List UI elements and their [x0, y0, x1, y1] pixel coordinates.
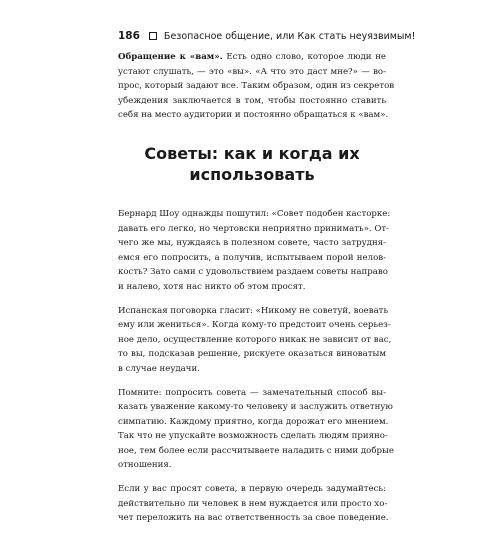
- page-number: 186: [118, 30, 140, 42]
- text-line: отношения.: [118, 460, 172, 471]
- text-line: Бернард Шоу однажды пошутил: «Совет подобен касторке:: [118, 208, 391, 219]
- text-line: в случае неудачи.: [118, 363, 200, 374]
- paragraph: [118, 386, 394, 474]
- text-line: кость? Зато сами с удовольствием раздаем советы направо: [118, 267, 388, 278]
- text-line: давать его легко, но чертовски неприятно принимать». От-: [118, 223, 390, 234]
- text-line: Так что не упускайте возможность сделать людям прияно-: [118, 431, 388, 442]
- text-line: ему или жениться». Когда кому-то предстоит очень серьез-: [118, 320, 391, 331]
- lead-in: Обращение к «вам».: [118, 52, 223, 62]
- text-line: симпатию. Каждому приятно, когда дорожат его мнением.: [118, 416, 389, 427]
- text-line: убеждения заключается в том, чтобы постоянно ставить: [118, 95, 386, 106]
- text-line: и налево, хотя нас никто об этом просят.: [118, 281, 306, 292]
- checkbox-square-icon: [149, 32, 157, 40]
- text-line: чет переложить на вас ответственность за свое поведение.: [118, 513, 389, 524]
- text-line: чего же мы, нуждаясь в полезном совете, часто затрудня-: [118, 238, 386, 249]
- text-line: емся его попросить, а получив, испытываем порой нелов-: [118, 252, 386, 263]
- text-line: Обращение к «вам». Есть одно слово, которое люди не: [118, 52, 387, 62]
- text-line: устают слушать, — это «вы». «А что это даст мне?» — во-: [118, 66, 386, 77]
- page-body: [118, 50, 395, 535]
- text-line: то вы, подсказав решение, рискуете оказаться виноватым: [118, 349, 386, 360]
- text-line: себя на место аудитории и постоянно обращаться к «вам».: [118, 110, 389, 121]
- text-line: Испанская поговорка гласит: «Никому не советуй, воевать: [118, 305, 389, 316]
- book-title: Безопасное общение, или Как стать неуязвимым!: [163, 30, 416, 42]
- text-line: ное, тем более если рассчитываете наладить с ними добрые: [118, 445, 394, 456]
- text-line: Помните: попросить совета — замечательный способ вы-: [118, 387, 386, 398]
- paragraph: [118, 482, 389, 526]
- text-line: казать уважение какому-то человеку и заслужить ответную: [118, 402, 393, 413]
- paragraph: [118, 304, 392, 377]
- paragraph: [118, 207, 391, 295]
- running-head: [118, 30, 480, 42]
- text-line: ное дело, осуществление которого никак не зависит от вас,: [118, 334, 392, 345]
- text-line: прос, который задают все. Таким образом, один из секретов: [118, 81, 395, 92]
- intro-paragraph: [118, 50, 395, 123]
- text-line: Если у вас просят совета, в первую очередь задумайтесь:: [118, 484, 386, 495]
- text-line: действительно ли человек в нем нуждается или просто хо-: [118, 498, 388, 509]
- section-heading: Советы: как и когда их использовать: [144, 143, 360, 184]
